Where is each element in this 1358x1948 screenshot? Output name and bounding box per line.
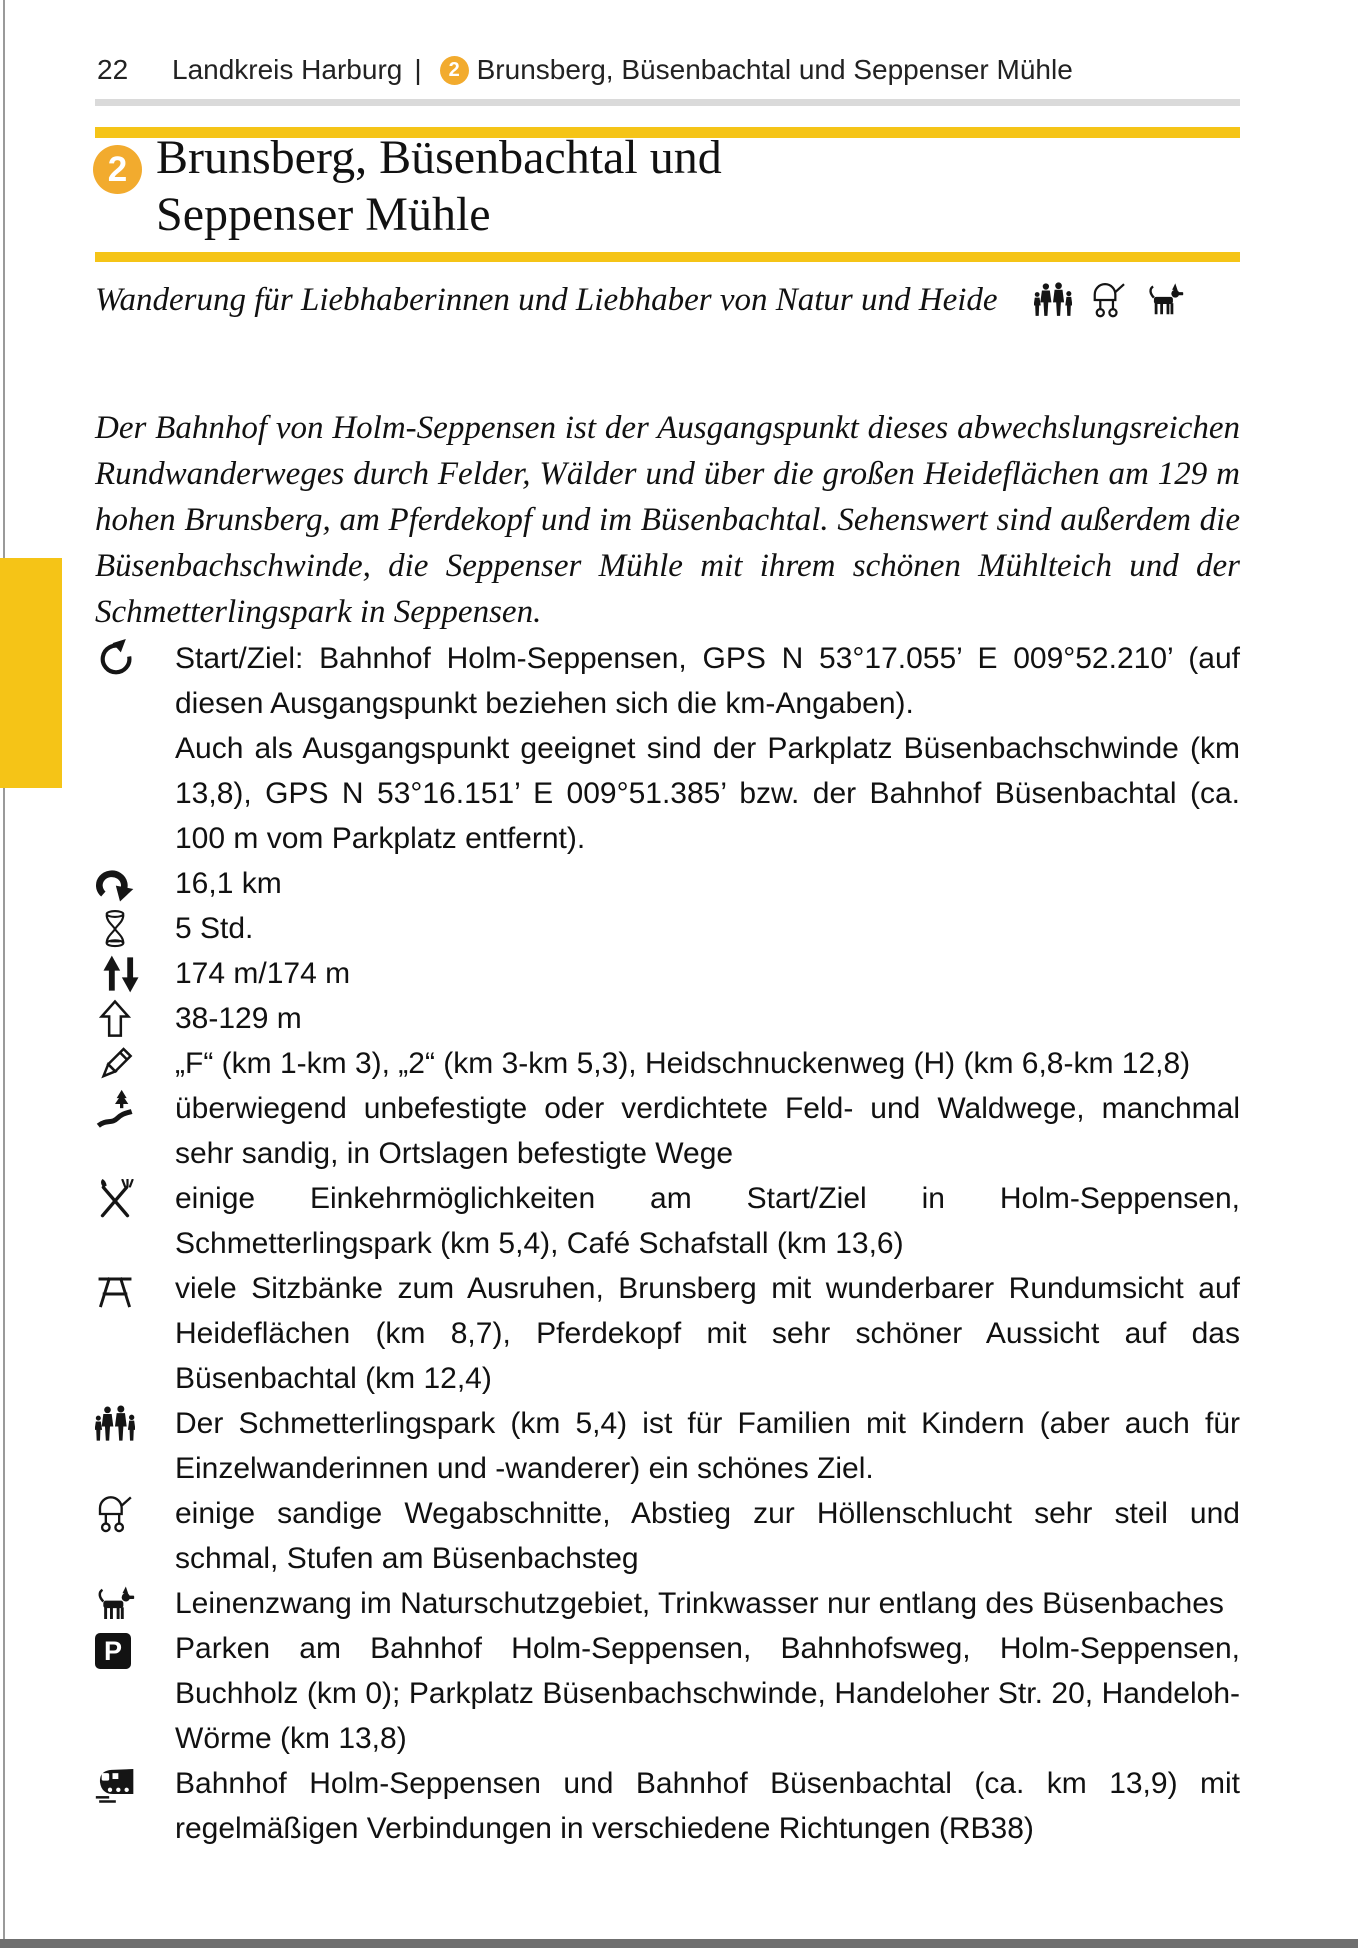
header-route-title: Brunsberg, Büsenbachtal und Seppenser Mühle <box>476 54 1073 85</box>
header-separator: | <box>414 54 422 85</box>
ascent-descent-icon <box>95 951 175 994</box>
dog-icon <box>1146 281 1184 319</box>
suitability-icons <box>1034 281 1184 319</box>
info-text: Parken am Bahnhof Holm-Seppensen, Bahnhofsweg, Holm-Seppensen, Buchholz (km 0); Parkplatz Büsenbachschwinde, Handeloher Str. 20, Handeloh-Wörme (km 13,8) <box>175 1632 1240 1755</box>
info-text: viele Sitzbänke zum Ausruhen, Brunsberg mit wunderbarer Rundumsicht auf Heideflächen (km 8,7), Pferdekopf mit sehr schöner Aussicht auf das Büsenbachtal (km 12,4) <box>175 1272 1240 1395</box>
stroller-icon <box>95 1491 175 1534</box>
train-icon <box>95 1761 175 1804</box>
parking-icon <box>95 1626 175 1669</box>
family-icon <box>95 1401 175 1444</box>
parking-letter: P <box>95 1633 131 1669</box>
info-row-food <box>95 1176 1240 1266</box>
info-text: 16,1 km <box>175 867 282 900</box>
info-row-trail-surface <box>95 1086 1240 1176</box>
chapter-tab-bar <box>0 558 62 788</box>
trail-surface-icon <box>95 1086 175 1129</box>
family-icon <box>1034 281 1072 319</box>
info-text: einige sandige Wegabschnitte, Abstieg zur Höllenschlucht sehr steil und schmal, Stufen am Büsenbachsteg <box>175 1497 1240 1575</box>
duration-hourglass-icon <box>95 906 175 949</box>
info-list <box>95 636 1240 1851</box>
info-text: „F“ (km 1-km 3), „2“ (km 3-km 5,3), Heidschnuckenweg (H) (km 6,8-km 12,8) <box>175 1047 1191 1080</box>
intro-paragraph: Der Bahnhof von Holm-Seppensen ist der Ausgangspunkt dieses abwechslungsreichen Rundwanderweges durch Felder, Wälder und über die großen Heideflächen am 129 m hohen Brunsberg, am Pferdekopf und im Büsenbachtal. Sehenswert sind außerdem die Büsenbachschwinde, die Seppenser Mühle mit ihrem schönen Mühlteich und der Schmetterlingspark in Seppensen. <box>95 410 1240 630</box>
info-text: Leinenzwang im Naturschutzgebiet, Trinkwasser nur entlang des Büsenbaches <box>175 1587 1224 1620</box>
info-row-stroller <box>95 1491 1240 1581</box>
distance-loop-icon <box>95 861 175 904</box>
info-row-distance <box>95 861 1240 906</box>
info-text: Start/Ziel: Bahnhof Holm-Seppensen, GPS N 53°17.055’ E 009°52.210’ (auf diesen Ausgangspunkt beziehen sich die km-Angaben). <box>175 642 1240 720</box>
info-row-parking <box>95 1626 1240 1761</box>
header-rule <box>95 99 1240 106</box>
subtitle-text: Wanderung für Liebhaberinnen und Liebhaber von Natur und Heide <box>95 281 998 318</box>
stroller-icon <box>1090 281 1128 319</box>
page-title <box>156 129 722 243</box>
route-number-badge: 2 <box>93 145 142 194</box>
info-text: 38-129 m <box>175 1002 302 1035</box>
info-row-duration <box>95 906 1240 951</box>
dog-icon <box>95 1581 175 1624</box>
page-number: 22 <box>97 54 129 85</box>
page-header <box>97 54 1240 86</box>
page-title-line2: Seppenser Mühle <box>156 188 491 241</box>
info-text: überwiegend unbefestigte oder verdichtete Feld- und Waldwege, manchmal sehr sandig, in Ortslagen befestigte Wege <box>175 1092 1240 1170</box>
info-text: Bahnhof Holm-Seppensen und Bahnhof Büsenbachtal (ca. km 13,9) mit regelmäßigen Verbindungen in verschiedene Richtungen (RB38) <box>175 1767 1240 1845</box>
info-text: einige Einkehrmöglichkeiten am Start/Ziel in Holm-Seppensen, Schmetterlingspark (km 5,4), Café Schafstall (km 13,6) <box>175 1182 1240 1260</box>
food-cutlery-icon <box>95 1176 175 1219</box>
info-row-waymarks <box>95 1041 1240 1086</box>
waymark-pencil-icon <box>95 1041 175 1084</box>
page-title-line1: Brunsberg, Büsenbachtal und <box>156 131 722 184</box>
info-row-dog <box>95 1581 1240 1626</box>
title-rule-bottom <box>95 252 1240 262</box>
elevation-range-icon <box>95 996 175 1039</box>
info-row-train <box>95 1761 1240 1851</box>
info-text: 5 Std. <box>175 912 254 945</box>
info-row-elevation-range <box>95 996 1240 1041</box>
info-row-ascent-descent <box>95 951 1240 996</box>
info-text: Auch als Ausgangspunkt geeignet sind der Parkplatz Büsenbachschwinde (km 13,8), GPS N 53°16.151’ E 009°51.385’ bzw. der Bahnhof Büsenbachtal (ca. 100 m vom Parkplatz entfernt). <box>175 732 1240 855</box>
info-row-benches <box>95 1266 1240 1401</box>
route-start-icon <box>95 636 175 679</box>
header-region-label: Landkreis Harburg <box>172 54 403 85</box>
info-row-start-ziel <box>95 636 1240 861</box>
info-text: Der Schmetterlingspark (km 5,4) ist für Familien mit Kindern (aber auch für Einzelwanderinnen und -wanderer) ein schönes Ziel. <box>175 1407 1240 1485</box>
picnic-bench-icon <box>95 1266 175 1309</box>
scan-edge-left <box>3 0 5 1948</box>
info-text: 174 m/174 m <box>175 957 351 990</box>
scan-edge-bottom <box>0 1939 1358 1948</box>
info-row-family <box>95 1401 1240 1491</box>
header-route-badge: 2 <box>440 56 469 85</box>
subtitle-row <box>95 281 1240 319</box>
